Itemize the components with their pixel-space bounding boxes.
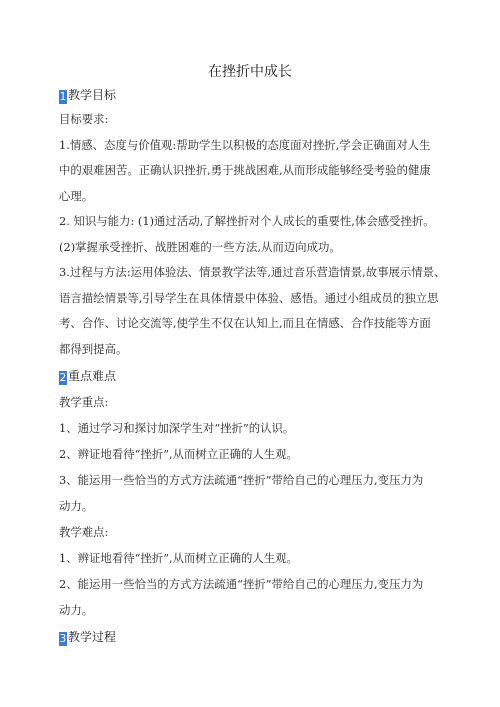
section-number-badge: 2 — [59, 372, 67, 384]
text-line: 教学重点: — [59, 395, 109, 409]
text-line: 1、通过学习和探讨加深学生对“挫折”的认识。 — [59, 421, 295, 435]
text-line: 2. 知识与能力: (1)通过活动,了解挫折对个人成长的重要性,体会感受挫折。 — [59, 214, 435, 228]
section-number-badge: 3 — [59, 633, 67, 645]
text-line: 教学难点: — [59, 525, 109, 539]
text-line: 考、合作、讨论交流等,使学生不仅在认知上,而且在情感、合作技能等方面 — [59, 316, 431, 330]
section-heading-text: 教学目标 — [68, 88, 117, 102]
text-line: 3.过程与方法:运用体验法、情景教学法等,通过音乐营造情景,故事展示情景、 — [59, 265, 446, 279]
text-line: 3、能运用一些恰当的方式方法疏通“挫折”带给自己的心理压力,变压力为 — [59, 473, 424, 487]
section-number-badge: 1 — [59, 91, 67, 103]
section-heading-1 — [59, 87, 116, 104]
text-line: 2、能运用一些恰当的方式方法疏通“挫折”带给自己的心理压力,变压力为 — [59, 577, 424, 591]
section-heading-3 — [59, 629, 116, 646]
text-line: 语言描绘情景等,引导学生在具体情景中体验、感悟。通过小组成员的独立思 — [59, 291, 439, 305]
text-line: 2、辨证地看待“挫折”,从而树立正确的人生观。 — [59, 447, 298, 461]
text-line: 1.情感、态度与价值观:帮助学生以积极的态度面对挫折,学会正确面对人生 — [59, 138, 431, 152]
section-heading-text: 教学过程 — [68, 630, 117, 644]
text-line: 目标要求: — [59, 112, 109, 126]
text-line: 动力。 — [59, 499, 94, 513]
text-line: 动力。 — [59, 603, 94, 617]
text-line: 都得到提高。 — [59, 342, 128, 356]
text-line: 中的艰难困苦。正确认识挫折,勇于挑战困难,从而形成能够经受考验的健康 — [59, 163, 431, 177]
text-line: 1、辨证地看待“挫折”,从而树立正确的人生观。 — [59, 551, 298, 565]
section-heading-2 — [59, 368, 116, 385]
text-line: (2)掌握承受挫折、战胜困难的一些方法,从而迈向成功。 — [59, 240, 341, 254]
section-heading-text: 重点难点 — [68, 369, 117, 383]
document-title: 在挫折中成长 — [208, 64, 292, 80]
text-line: 心理。 — [59, 189, 94, 203]
